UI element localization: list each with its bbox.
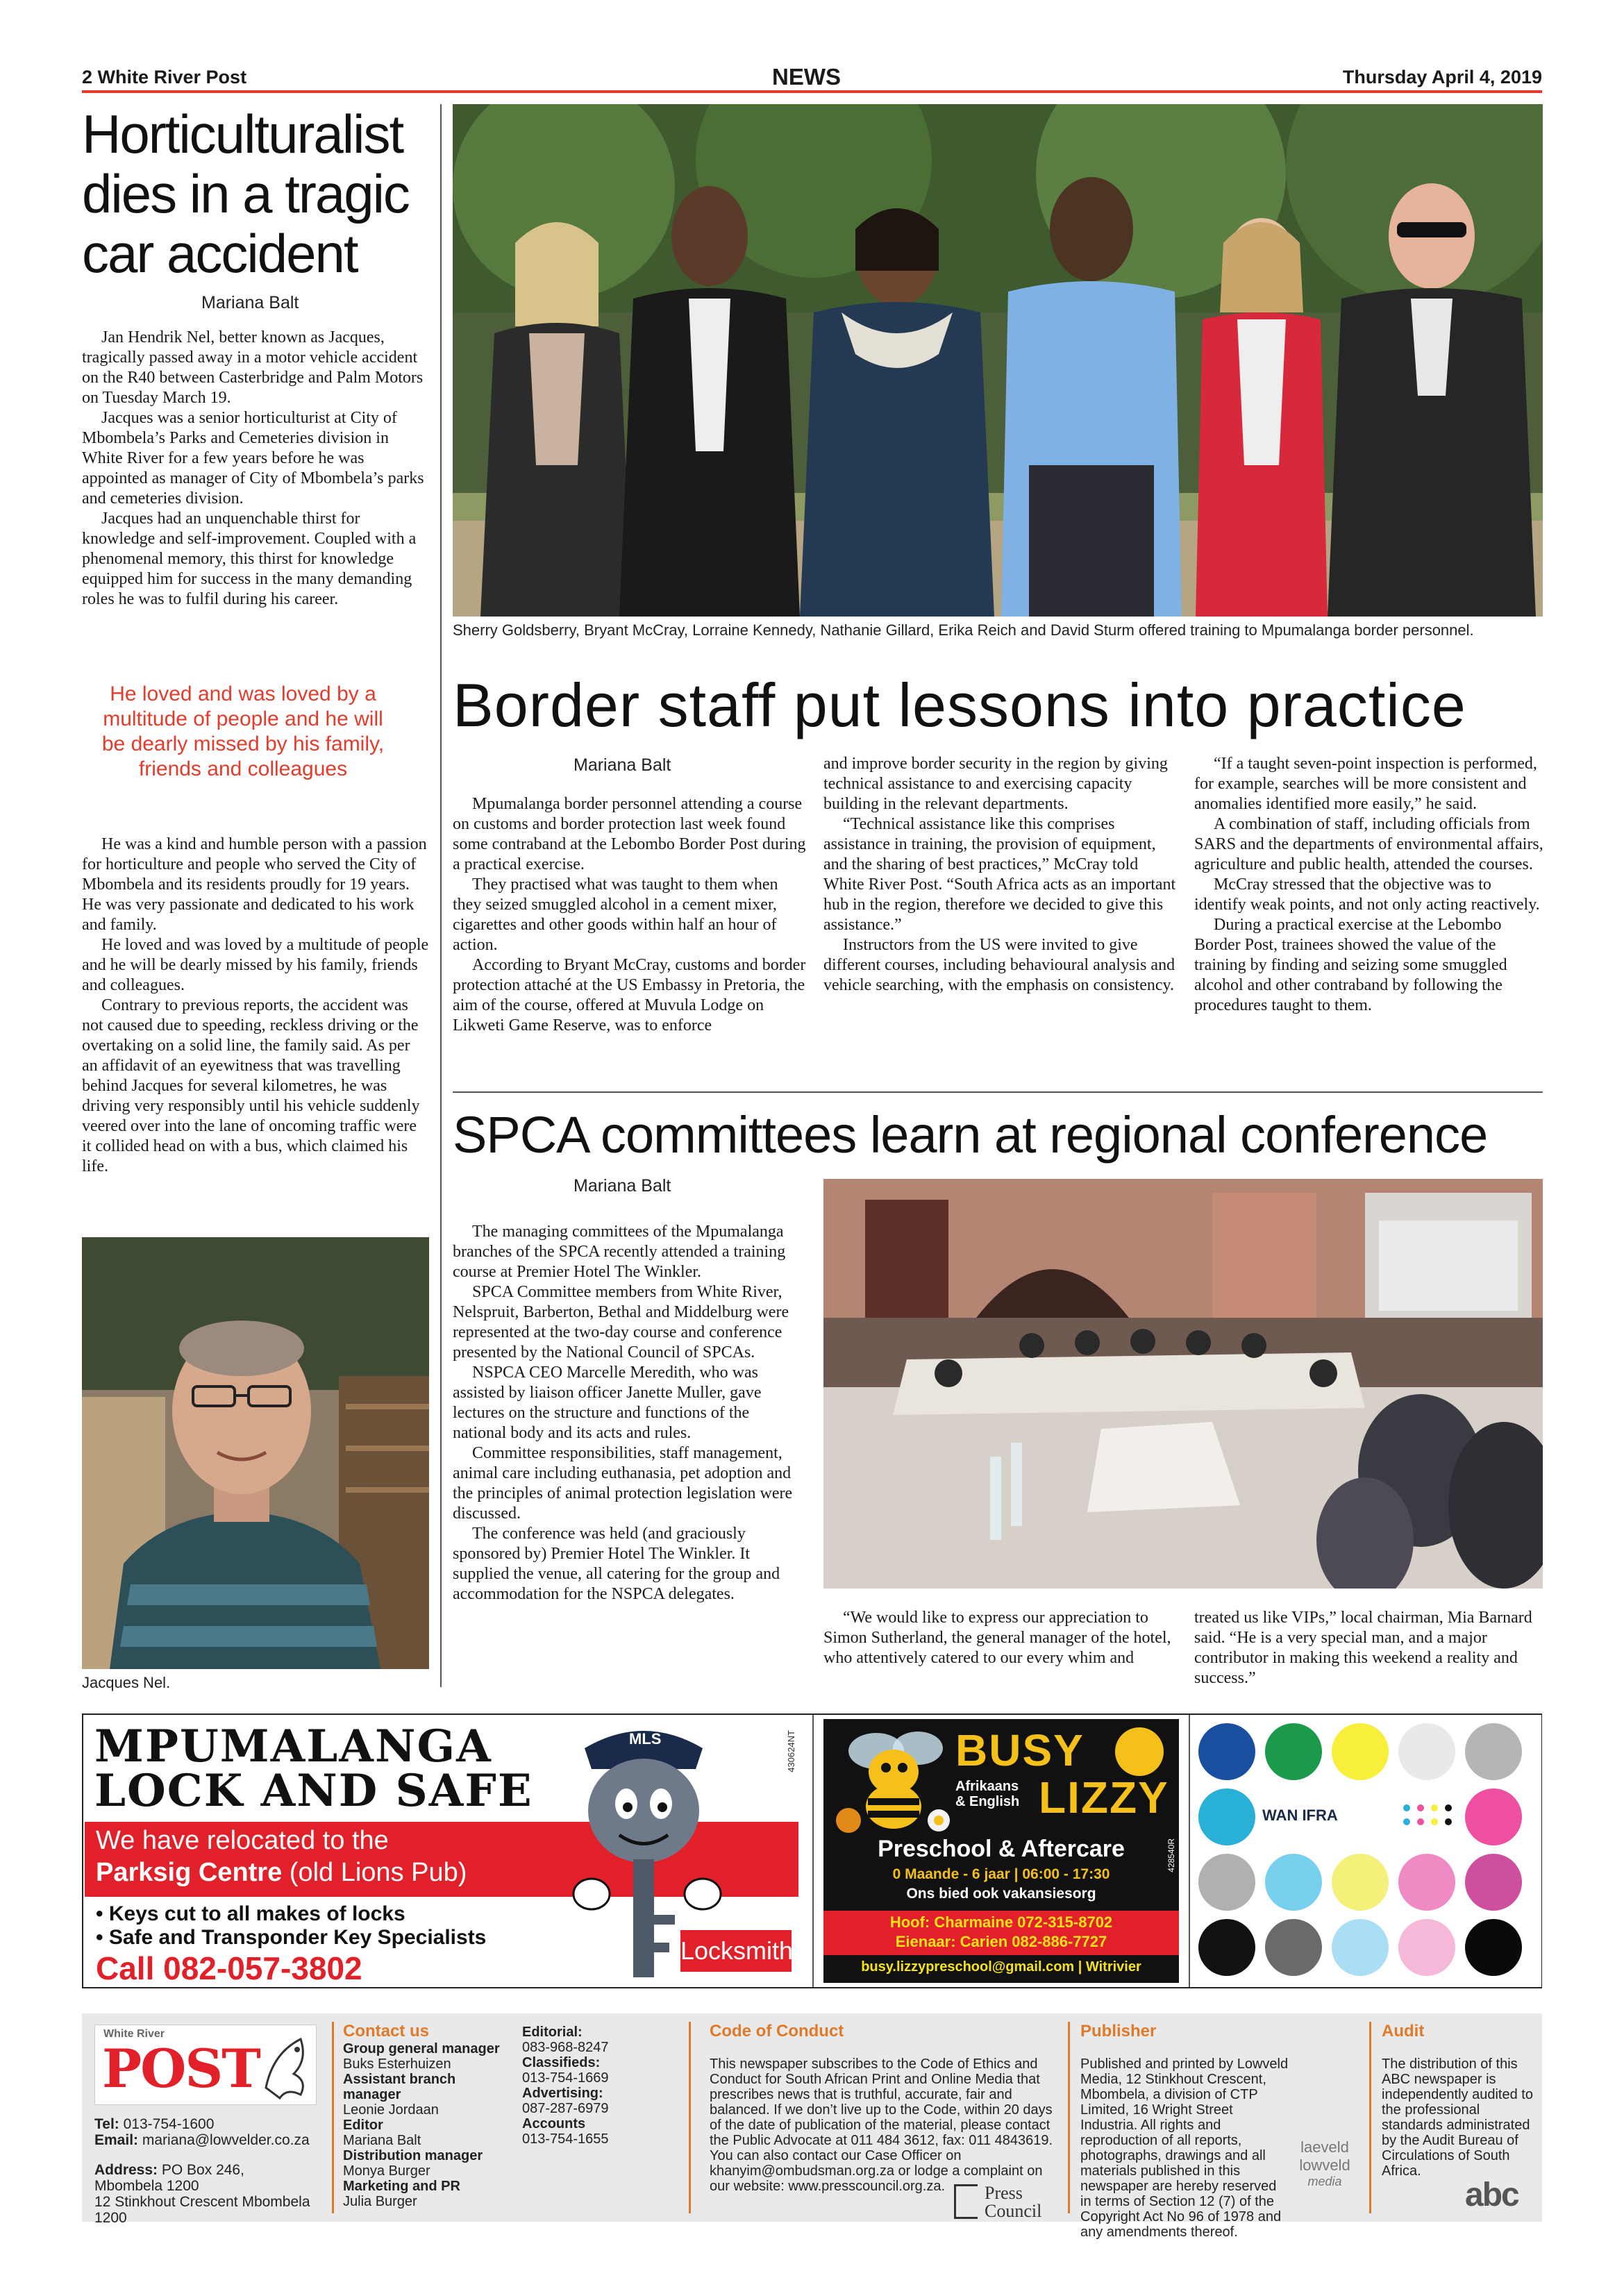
ad-lizzy-holiday: Ons bied ook vakansiesorg xyxy=(906,1886,1096,1902)
color-swatch xyxy=(1398,1723,1455,1780)
ad-lock-code: 430624NT xyxy=(786,1730,796,1773)
staff-role: Assistant branch manager xyxy=(343,2072,456,2102)
ad-lizzy-hive-icon xyxy=(1115,1727,1164,1776)
phone-role: Editorial: xyxy=(522,2025,583,2040)
paragraph: Jacques was a senior horticulturist at City of Mbombela’s Parks and Cemeteries division in White River for a few years before he was appointed as manager of City of Mbombela’s parks and cemeteries division. xyxy=(82,409,424,508)
ad-lock-place-rest: (old Lions Pub) xyxy=(289,1858,467,1887)
issue-date: Thursday April 4, 2019 xyxy=(1342,67,1542,87)
color-swatch xyxy=(1465,1919,1522,1976)
ad-lizzy-email[interactable]: busy.lizzypreschool@gmail.com | Witrivier xyxy=(861,1959,1141,1975)
paragraph: treated us like VIPs,” local chairman, Mia Barnard said. “He is a very special man, and a major contributor in making this weekend a reality and success.” xyxy=(1194,1609,1532,1687)
ad-lizzy-lang2: & English xyxy=(955,1794,1020,1809)
ad-lizzy-contact2[interactable]: Eienaar: Carien 082-886-7727 xyxy=(895,1933,1107,1950)
footer-divider xyxy=(1068,2022,1070,2213)
article1-byline: Mariana Balt xyxy=(201,293,299,312)
footer-logo-big: POST xyxy=(102,2038,260,2100)
ad-lock-locksmith-badge: Locksmith xyxy=(680,1930,792,1972)
ad-divider xyxy=(812,1715,814,1987)
staff-role: Distribution manager xyxy=(343,2148,483,2163)
ad-busy-lizzy[interactable] xyxy=(823,1719,1179,1983)
color-swatch xyxy=(1198,1788,1255,1845)
paragraph: “We would like to express our appreciation to Simon Sutherland, the general manager of the hotel, who attentively catered to our every whim and xyxy=(823,1609,1171,1667)
paragraph: The managing committees of the Mpumalanga branches of the SPCA recently attended a training course at Premier Hotel The Winkler. xyxy=(453,1223,786,1281)
jacques-nel-caption: Jacques Nel. xyxy=(82,1674,171,1691)
footer-staff-list xyxy=(343,2041,503,2209)
section-label: NEWS xyxy=(772,64,841,90)
article2-col2 xyxy=(823,754,1178,996)
bee-mascot-icon xyxy=(828,1723,960,1834)
border-staff-group-photo xyxy=(453,104,1543,617)
staff-role: Group general manager xyxy=(343,2041,500,2056)
footer-audit-text: The distribution of this ABC newspaper is independently audited to the professional standards administrated by the Audit Bureau of Circulations of South Africa. xyxy=(1382,2056,1533,2179)
article2-headline: Border staff put lessons into practice xyxy=(453,671,1466,739)
paragraph: “Technical assistance like this comprises assistance in training, the provision of equipment, and the sharing of best practices,” McCray told White River Post. “South Africa acts as an important hub in the region, therefore we decided to give this assistance.” xyxy=(823,815,1176,934)
paragraph: He loved and was loved by a multitude of people and he will be dearly missed by his family, friends and colleagues. xyxy=(82,936,429,994)
phone-number[interactable]: 013-754-1669 xyxy=(522,2070,609,2086)
jacques-nel-photo xyxy=(82,1237,429,1669)
page-label: 2 White River Post xyxy=(82,67,247,87)
phone-number[interactable]: 013-754-1655 xyxy=(522,2131,609,2147)
color-swatch xyxy=(1265,1854,1322,1911)
paragraph: He was a kind and humble person with a passion for horticulture and people who served the City of Mbombela and its residents proudly for 19 years. He was very passionate and dedicated to his work and family. xyxy=(82,835,427,934)
color-swatch xyxy=(1198,1919,1255,1976)
footer-address: Address: PO Box 246, xyxy=(94,2162,244,2178)
lowveld-word3: media xyxy=(1307,2175,1342,2188)
ad-lock-place xyxy=(96,1858,467,1888)
press-council-word2: Council xyxy=(985,2201,1042,2221)
press-council-mark xyxy=(954,2184,978,2219)
color-swatch xyxy=(1332,1919,1389,1976)
paragraph: Contrary to previous reports, the accident was not caused due to speeding, reckless driving or the overtaking on a solid line, the family said. As per an affidavit of an eyewitness that was travelling behind Jacques for several kilometres, he was driving very responsibly until his vehicle suddenly veered over into the lane of oncoming traffic were it collided head on with a bus, which claimed his life. xyxy=(82,996,420,1175)
footer-publisher-text: Published and printed by Lowveld Media, 12 Stinkhout Crescent, Mbombela, a division of CTP Limited, 16 Wright Street Industria. All rights and reproduction of all reports, photographs, drawings and all materials published in this newspaper are hereby reserved in terms of Section 12 (7) of the Copyright Act No 96 of 1978 and any amendments thereof. xyxy=(1080,2056,1289,2240)
article3-headline: SPCA committees learn at regional conference xyxy=(453,1106,1488,1164)
fish-eagle-icon xyxy=(259,2032,315,2102)
article1-body-top xyxy=(82,328,429,610)
article3-byline: Mariana Balt xyxy=(574,1176,671,1196)
phone-role: Accounts xyxy=(522,2116,586,2131)
color-swatch xyxy=(1332,1723,1389,1780)
footer-phone-list xyxy=(522,2025,675,2147)
color-swatch xyxy=(1332,1854,1389,1911)
article2-col3 xyxy=(1194,754,1545,1016)
ad-lock-relocated: We have relocated to the xyxy=(96,1826,389,1855)
footer-audit-heading: Audit xyxy=(1382,2022,1425,2041)
article-divider xyxy=(453,1091,1543,1093)
press-council-logo xyxy=(954,2183,1065,2222)
staff-name: Mariana Balt xyxy=(343,2133,421,2148)
footer-logo-small: White River xyxy=(103,2028,165,2040)
paragraph: Jan Hendrik Nel, better known as Jacques, tragically passed away in a motor vehicle accident on the R40 between Casterbridge and Palm Motors on Tuesday March 19. xyxy=(82,328,424,407)
color-calibration-panel xyxy=(1190,1715,1541,1987)
registration-dots-icon xyxy=(1400,1801,1454,1829)
portrait-illustration xyxy=(82,1237,429,1669)
footer-tel: Tel: 013-754-1600 xyxy=(94,2116,215,2132)
phone-role: Classifieds: xyxy=(522,2055,601,2070)
ad-lock-bullet2: • Safe and Transponder Key Specialists xyxy=(96,1926,487,1949)
ad-lizzy-brand1: BUSY xyxy=(955,1725,1085,1775)
article2-byline: Mariana Balt xyxy=(574,755,671,775)
paragraph: Mpumalanga border personnel attending a course on customs and border protection last week found some contraband at the Lebombo Border Post during a practical exercise. xyxy=(453,795,806,873)
border-photo-caption: Sherry Goldsberry, Bryant McCray, Lorraine Kennedy, Nathanie Gillard, Erika Reich and David Sturm offered training to Mpumalanga border personnel. xyxy=(453,621,1474,639)
staff-name: Julia Burger xyxy=(343,2194,417,2209)
footer-divider xyxy=(1369,2022,1371,2213)
staff-role: Editor xyxy=(343,2118,383,2133)
color-swatch xyxy=(1465,1723,1522,1780)
color-swatch xyxy=(1465,1854,1522,1911)
spca-conference-photo xyxy=(823,1179,1543,1589)
paragraph: and improve border security in the region by giving technical assistance to and exercising capacity building in the relevant departments. xyxy=(823,755,1168,813)
phone-number[interactable]: 083-968-8247 xyxy=(522,2040,609,2055)
footer-divider xyxy=(689,2022,691,2213)
paragraph: During a practical exercise at the Lebombo Border Post, trainees showed the value of the training by finding and seizing some smuggled alcohol and other contraband by following the procedures taught to them. xyxy=(1194,916,1507,1014)
article3-col2 xyxy=(823,1608,1178,1668)
staff-name: Buks Esterhuizen xyxy=(343,2056,451,2072)
ad-lock-phone[interactable]: Call 082-057-3802 xyxy=(96,1950,362,1986)
footer-publisher-heading: Publisher xyxy=(1080,2022,1157,2041)
paragraph: They practised what was taught to them when they seized smuggled alcohol in a cement mixer, cigarettes and other goods within half an hour of action. xyxy=(453,875,778,954)
column-rule xyxy=(440,104,442,1687)
lowveld-word2: lowveld xyxy=(1299,2156,1350,2174)
masthead-rule xyxy=(82,90,1542,93)
conference-photo-illustration xyxy=(823,1179,1543,1589)
article1-body-bottom xyxy=(82,835,429,1177)
article3-col1 xyxy=(453,1222,807,1604)
paragraph: The conference was held (and graciously sponsored by) Premier Hotel The Winkler. It supplied the venue, all catering for the group and accommodation for the NSPCA delegates. xyxy=(453,1525,780,1603)
paragraph: “If a taught seven-point inspection is performed, for example, searches will be more consistent and anomalies identified more easily,” he said. xyxy=(1194,755,1537,813)
footer-contact-details xyxy=(94,2116,317,2226)
ad-lizzy-lang1: Afrikaans xyxy=(955,1779,1019,1794)
footer-address-line: Mbombela 1200 xyxy=(94,2178,199,2194)
color-swatch xyxy=(1198,1723,1255,1780)
footer-code-heading: Code of Conduct xyxy=(710,2022,844,2041)
ad-lock-and-safe[interactable] xyxy=(85,1716,798,1986)
paragraph: Committee responsibilities, staff management, animal care including euthanasia, pet adoption and the principles of animal protection legislation were discussed. xyxy=(453,1444,793,1523)
article2-col1 xyxy=(453,794,807,1036)
wan-ifra-logo: WAN IFRA xyxy=(1262,1807,1338,1824)
footer-email[interactable]: Email: mariana@lowvelder.co.za xyxy=(94,2132,310,2148)
ad-lock-title xyxy=(94,1720,533,1817)
registration-marks xyxy=(1400,1801,1454,1829)
ad-lock-title-line1: MPUMALANGA xyxy=(94,1720,492,1773)
ad-lock-bullet1: • Keys cut to all makes of locks xyxy=(96,1902,405,1925)
ad-lizzy-service: Preschool & Aftercare xyxy=(878,1836,1125,1862)
phone-number[interactable]: 087-287-6979 xyxy=(522,2101,609,2116)
press-council-word1: Press xyxy=(985,2183,1023,2203)
footer-code-text: This newspaper subscribes to the Code of Ethics and Conduct for South African Print and Online Media that prescribes news that is truthful, accurate, fair and balanced. If we don’t live up to the Code, within 20 days of the date of publication of the material, please contact the Public Advocate at 011 484 3612, fax: 011 4843619. You can also contact our Case Officer on khanyim@ombudsman.org.za or lodge a complaint on our website: www.presscouncil.org.za. xyxy=(710,2056,1053,2194)
article3-col3 xyxy=(1194,1608,1545,1689)
article1-pullquote: He loved and was loved by a multitude of people and he will be dearly missed by his family, friends and colleagues xyxy=(101,682,385,780)
ad-lock-title-line2: LOCK AND SAFE xyxy=(94,1765,533,1817)
staff-name: Leonie Jordaan xyxy=(343,2102,439,2118)
staff-role: Marketing and PR xyxy=(343,2179,460,2194)
color-swatch xyxy=(1265,1919,1322,1976)
ad-lock-mls: MLS xyxy=(629,1730,662,1748)
color-swatch xyxy=(1265,1723,1322,1780)
paragraph: SPCA Committee members from White River, Nelspruit, Barberton, Bethal and Middelburg were represented at the two-day course and conference presented by the National Council of SPCAs. xyxy=(453,1283,789,1361)
ad-lizzy-brand2: LIZZY xyxy=(1039,1773,1169,1822)
footer-address-line: 12 Stinkhout Crescent Mbombela 1200 xyxy=(94,2194,310,2226)
group-photo-illustration xyxy=(453,104,1543,617)
paragraph: McCray stressed that the objective was to identify weak points, and not only acting reactively. xyxy=(1194,875,1540,914)
ad-lizzy-hours: 0 Maande - 6 jaar | 06:00 - 17:30 xyxy=(892,1866,1110,1882)
staff-name: Monya Burger xyxy=(343,2163,430,2179)
paragraph: NSPCA CEO Marcelle Meredith, who was assisted by liaison officer Janette Muller, gave lectures on the structure and functions of the national body and its acts and rules. xyxy=(453,1364,762,1442)
paragraph: According to Bryant McCray, customs and border protection attaché at the US Embassy in Pretoria, the aim of the course, offered at Muvula Lodge on Likweti Game Reserve, was to enforce xyxy=(453,956,806,1034)
lowveld-word1: laeveld xyxy=(1300,2138,1349,2156)
footer-contact-heading: Contact us xyxy=(343,2022,430,2041)
color-swatch xyxy=(1398,1919,1455,1976)
paragraph: A combination of staff, including officials from SARS and the departments of environmental affairs, agriculture and public health, attended the courses. xyxy=(1194,815,1543,873)
color-swatch xyxy=(1398,1854,1455,1911)
article1-headline: Horticulturalist dies in a tragic car accident xyxy=(82,103,409,284)
ad-lizzy-code: 428540R xyxy=(1166,1838,1176,1872)
paragraph: Jacques had an unquenchable thirst for knowledge and self-improvement. Coupled with a phenomenal memory, this thirst for knowledge equipped him for success in the many demanding roles he was to fulfil during his career. xyxy=(82,510,417,608)
ad-lock-place-bold: Parksig Centre xyxy=(96,1858,283,1887)
phone-role: Advertising: xyxy=(522,2086,603,2101)
lowveld-media-logo xyxy=(1290,2138,1359,2215)
footer-logo xyxy=(94,2025,317,2105)
paragraph: Instructors from the US were invited to give different courses, including behavioural analysis and vehicle searching, with the emphasis on consistency. xyxy=(823,936,1175,994)
abc-logo: abc xyxy=(1465,2177,1518,2213)
ad-lizzy-contact1[interactable]: Hoof: Charmaine 072-315-8702 xyxy=(889,1913,1113,1931)
footer-divider xyxy=(332,2022,334,2213)
color-swatch xyxy=(1465,1788,1522,1845)
color-swatch xyxy=(1198,1854,1255,1911)
